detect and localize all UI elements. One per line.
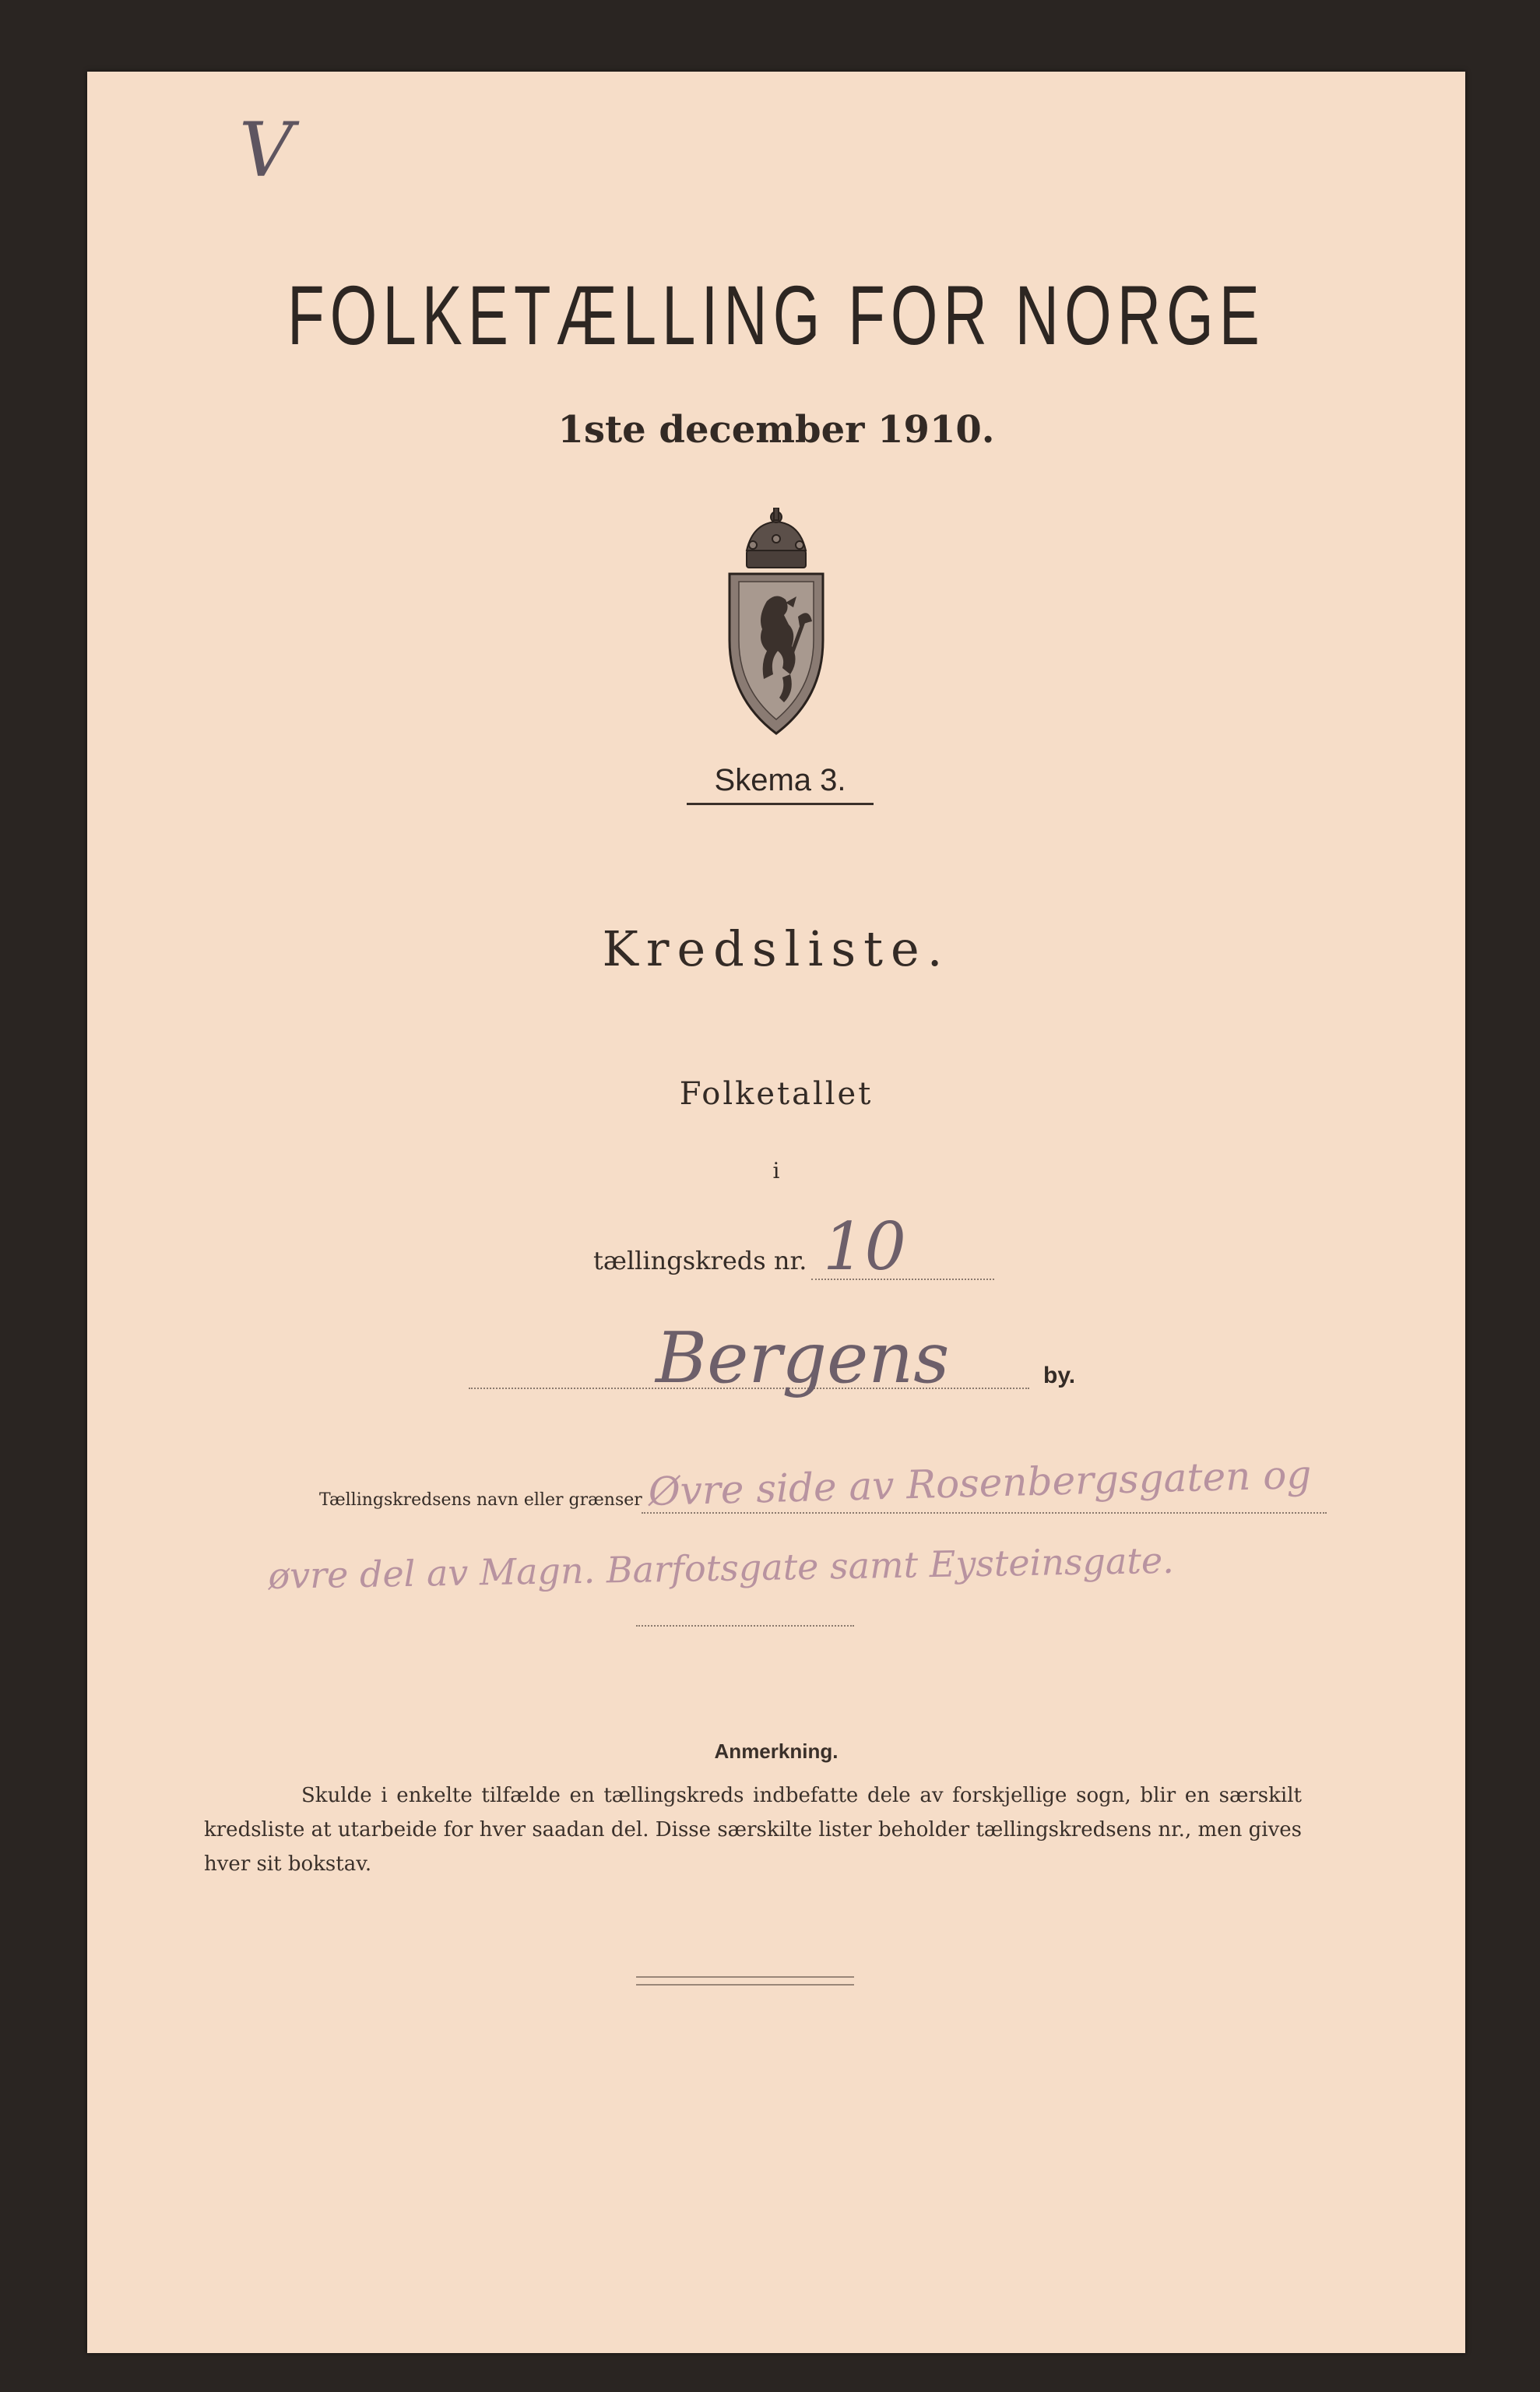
- city-suffix: by.: [1043, 1363, 1076, 1388]
- boundaries-line-1: [642, 1512, 1327, 1514]
- form-title: Kredsliste.: [602, 920, 951, 977]
- district-boundaries-label: Tællingskredsens navn eller grænser: [319, 1490, 642, 1510]
- census-form-sheet: [87, 72, 1465, 2353]
- population-subtitle: Folketallet: [679, 1076, 874, 1112]
- form-main-title: FOLKETÆLLING FOR NORGE: [287, 268, 1265, 362]
- closing-rule-bottom: [636, 1984, 854, 1986]
- preposition-i: i: [772, 1158, 780, 1184]
- district-number-label: tællingskreds nr.: [593, 1246, 807, 1275]
- city-name-handwritten: Bergens: [656, 1317, 950, 1399]
- census-date: 1ste december 1910.: [557, 408, 995, 452]
- margin-check-mark: V: [239, 107, 294, 194]
- district-number-handwritten: 10: [823, 1208, 906, 1285]
- closing-rule-top: [636, 1976, 854, 1978]
- remark-heading: Anmerkning.: [714, 1739, 839, 1763]
- boundaries-handwritten-line-1: Øvre side av Rosenbergsgaten og: [648, 1451, 1313, 1514]
- schema-number: Skema 3.: [687, 763, 874, 805]
- remark-text: Skulde i enkelte tilfælde en tællingskreds indbefatte dele av forskjellige sogn, blir en særskilt kredsliste at utarbeide for hver saadan del. Disse særskilte lister beholder tællingskredsens nr., men gives hver sit bokstav.: [204, 1784, 1302, 1876]
- boundaries-handwritten-line-2: øvre del av Magn. Barfotsgate samt Eysteinsgate.: [268, 1539, 1175, 1597]
- boundaries-line-3: [636, 1625, 854, 1627]
- norwegian-coat-of-arms-icon: [698, 508, 854, 788]
